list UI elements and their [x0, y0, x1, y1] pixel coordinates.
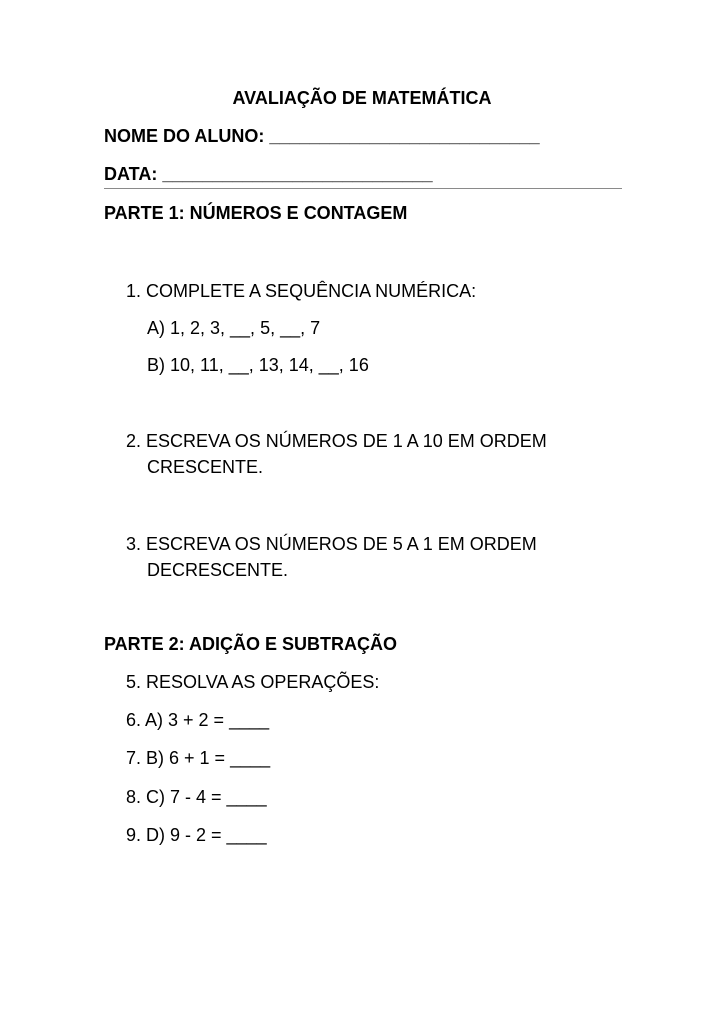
page-title: AVALIAÇÃO DE MATEMÁTICA — [232, 88, 492, 108]
date-field: DATA: ___________________________ — [104, 164, 433, 184]
question-3-line-2: DECRESCENTE. — [147, 560, 289, 580]
question-3-line-1: 3. ESCREVA OS NÚMEROS DE 5 A 1 EM ORDEM — [126, 534, 537, 554]
question-7: 7. B) 6 + 1 = ____ — [126, 748, 271, 768]
question-9: 9. D) 9 - 2 = ____ — [126, 825, 267, 845]
question-5: 5. RESOLVA AS OPERAÇÕES: — [126, 672, 380, 692]
student-name-field: NOME DO ALUNO: ___________________________ — [104, 126, 540, 146]
question-1-item-b: B) 10, 11, __, 13, 14, __, 16 — [147, 355, 369, 375]
question-2-line-2: CRESCENTE. — [147, 457, 264, 477]
part1-heading: PARTE 1: NÚMEROS E CONTAGEM — [104, 203, 408, 223]
part2-heading: PARTE 2: ADIÇÃO E SUBTRAÇÃO — [104, 634, 398, 654]
question-2-line-1: 2. ESCREVA OS NÚMEROS DE 1 A 10 EM ORDEM — [126, 431, 547, 451]
question-6: 6. A) 3 + 2 = ____ — [126, 710, 270, 730]
question-1-item-a: A) 1, 2, 3, __, 5, __, 7 — [147, 318, 321, 338]
question-8: 8. C) 7 - 4 = ____ — [126, 787, 267, 807]
header-divider — [104, 188, 622, 189]
question-1: 1. COMPLETE A SEQUÊNCIA NUMÉRICA: — [126, 281, 477, 301]
